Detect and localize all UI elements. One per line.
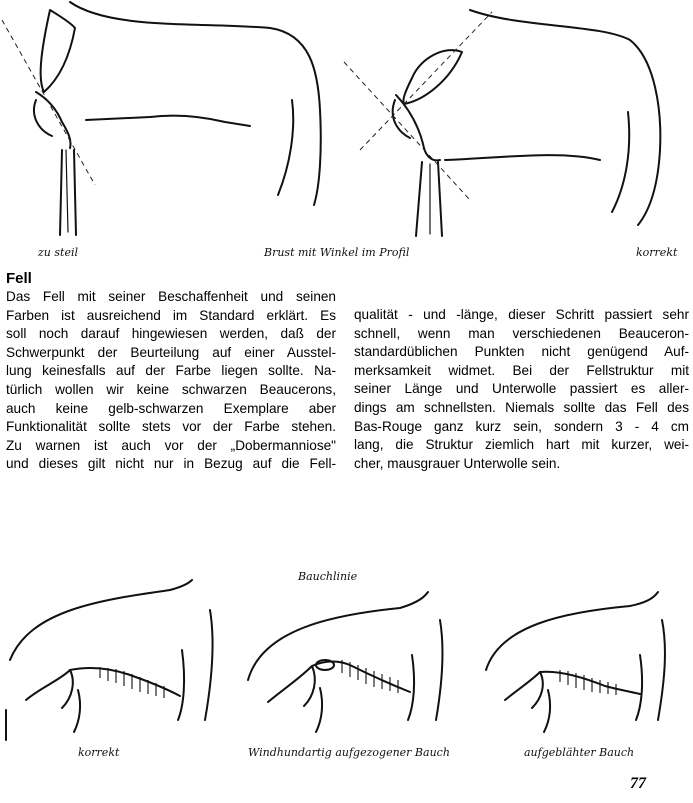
text-line: soll noch darauf hingewiesen werden, daß der xyxy=(6,326,336,342)
dog-sketch-correct xyxy=(344,10,660,236)
text-line: seiner Länge und Unterwolle passiert es aller- xyxy=(354,381,689,397)
caption-chest-profile: Brust mit Winkel im Profil xyxy=(264,246,410,259)
dog-sketch-belly-correct xyxy=(6,580,212,740)
caption-belly-bloated: aufgeblähter Bauch xyxy=(524,746,635,759)
text-line: auch keine gelb-schwarzen Exemplare aber xyxy=(6,400,336,416)
dog-sketch-belly-tucked xyxy=(248,592,443,732)
caption-belly-correct: korrekt xyxy=(78,746,120,759)
caption-too-steep: zu steil xyxy=(38,246,78,259)
text-line: Das Fell mit seiner Beschaffenheit und seinen xyxy=(6,289,336,304)
text-line: türlich wollen wir keine schwarzen Beaucerons, xyxy=(6,381,336,397)
text-line: schnell, wenn man verschiedenen Beauceron- xyxy=(354,325,689,341)
text-line: und dieses gilt nicht nur in Bezug auf die Fell- xyxy=(6,456,336,472)
section-heading: Fell xyxy=(6,270,32,287)
belly-hatching xyxy=(560,670,616,695)
caption-correct: korrekt xyxy=(636,246,678,259)
belly-hatching xyxy=(342,660,398,693)
caption-belly-tucked: Windhundartig aufgezogener Bauch xyxy=(248,746,450,759)
belly-line-title: Bauchlinie xyxy=(298,570,358,583)
text-column-right xyxy=(354,306,689,473)
text-line: lung keinesfalls auf der Farbe liegen sollte. Na- xyxy=(6,363,336,379)
page-number: 77 xyxy=(630,775,646,792)
dog-sketch-too-steep xyxy=(2,2,321,235)
dog-sketch-belly-bloated xyxy=(486,592,665,732)
text-line: standardüblichen Punkten nicht genügend Auf- xyxy=(354,344,689,360)
belly-line-illustration xyxy=(0,570,693,740)
chest-angle-illustration xyxy=(0,0,693,250)
text-line: qualität - und -länge, dieser Schritt passiert sehr xyxy=(354,307,689,322)
text-line: dings am schnellsten. Niemals sollte das Fell des xyxy=(354,399,689,415)
text-line: Funktionalität sollte stets vor der Farbe stehen. xyxy=(6,419,336,435)
text-line: Bas-Rouge ganz kurz sein, sondern 3 - 4 cm xyxy=(354,418,689,434)
belly-hatching xyxy=(100,667,164,698)
text-line: lang, die Struktur ziemlich hart mit kurzer, wei- xyxy=(354,437,689,453)
text-column-left xyxy=(6,288,336,474)
text-line: merksamkeit widmet. Bei der Fellstruktur mit xyxy=(354,362,689,378)
text-line: Zu warnen ist auch vor der „Dobermanniose" xyxy=(6,437,336,453)
text-line: cher, mausgrauer Unterwolle sein. xyxy=(354,455,561,471)
text-line: Schwerpunkt der Beurteilung auf einer Ausstel- xyxy=(6,344,336,360)
text-line: Farben ist ausreichend im Standard erklärt. Es xyxy=(6,307,336,323)
